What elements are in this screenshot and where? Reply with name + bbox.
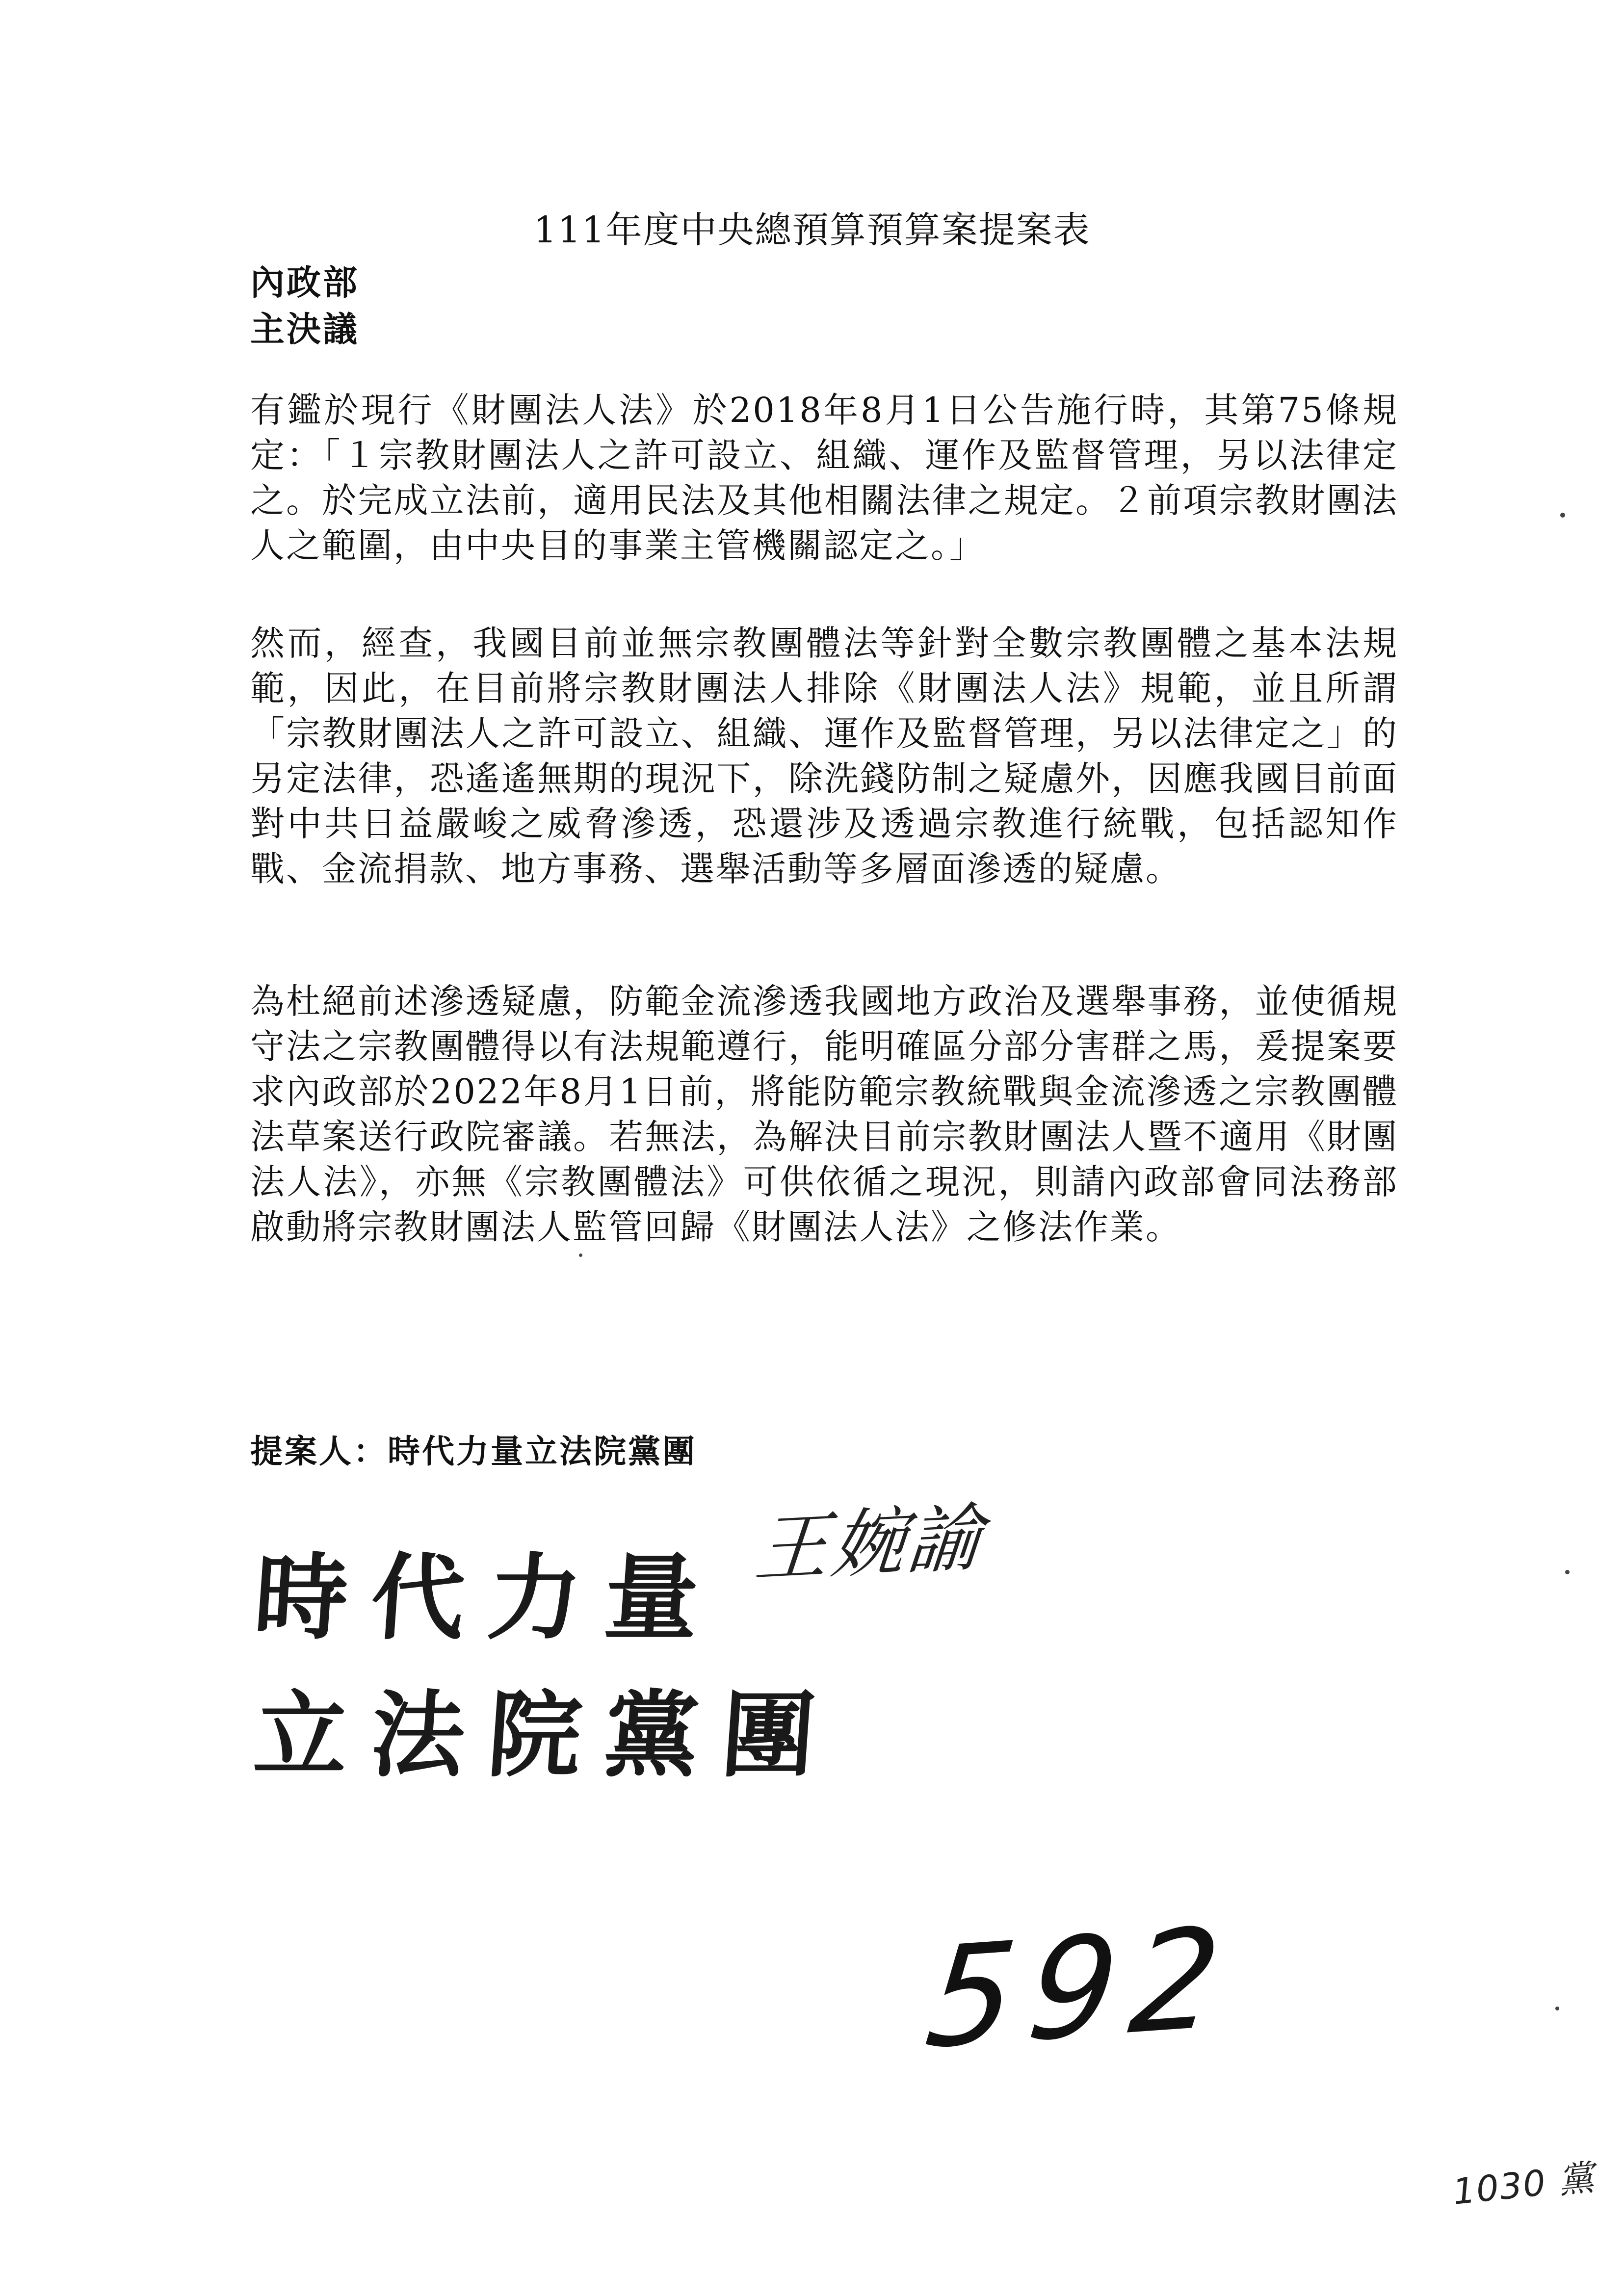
document-title: 111年度中央總預算預算案提案表 [533,209,1091,251]
party-stamp-line-2: 立法院黨團 [251,1681,842,1790]
handwritten-page-number: 592 [919,1897,1242,2080]
proposer-line: 提案人：時代力量立法院黨團 [250,1432,697,1470]
corner-handwritten-note: 1030 黨 [1451,2157,1597,2213]
paragraph-1: 有鑑於現行《財團法人法》於2018年8月1日公告施行時，其第75條規定：「１宗教財團法人之許可設立、組織、運作及監督管理，另以法律定之。於完成立法前，適用民法及其他相關法律之規定。２前項宗教財團法人之範圍，由中央目的事業主管機關認定之。」 [250,390,1398,566]
paragraph-2: 然而，經查，我國目前並無宗教團體法等針對全數宗教團體之基本法規範，因此，在目前將宗教財團法人排除《財團法人法》規範，並且所謂「宗教財團法人之許可設立、組織、運作及監督管理，另以法律定之」的另定法律，恐遙遙無期的現況下，除洗錢防制之疑慮外，因應我國目前面對中共日益嚴峻之威脅滲透，恐還涉及透過宗教進行統戰，包括認知作戰、金流捐款、地方事務、選舉活動等多層面滲透的疑慮。 [250,623,1398,889]
paragraph-3: 為杜絕前述滲透疑慮，防範金流滲透我國地方政治及選舉事務，並使循規守法之宗教團體得以有法規範遵行，能明確區分部分害群之馬，爰提案要求內政部於2022年8月1日前，將能防範宗教統戰與金流滲透之宗教團體法草案送行政院審議。若無法，為解決目前宗教財團法人暨不適用《財團法人法》，亦無《宗教團體法》可供依循之現況，則請內政部會同法務部啟動將宗教財團法人監管回歸《財團法人法》之修法作業。 [250,981,1398,1247]
handwritten-signature: 王婉諭 [751,1495,989,1593]
scan-speck [1555,2007,1559,2010]
scan-speck [1565,1570,1570,1574]
scan-speck [1560,513,1565,518]
ministry-heading: 內政部 [250,262,359,303]
party-stamp-line-1: 時代力量 [251,1544,726,1652]
section-heading: 主決議 [250,309,359,349]
scan-speck [579,1253,582,1257]
